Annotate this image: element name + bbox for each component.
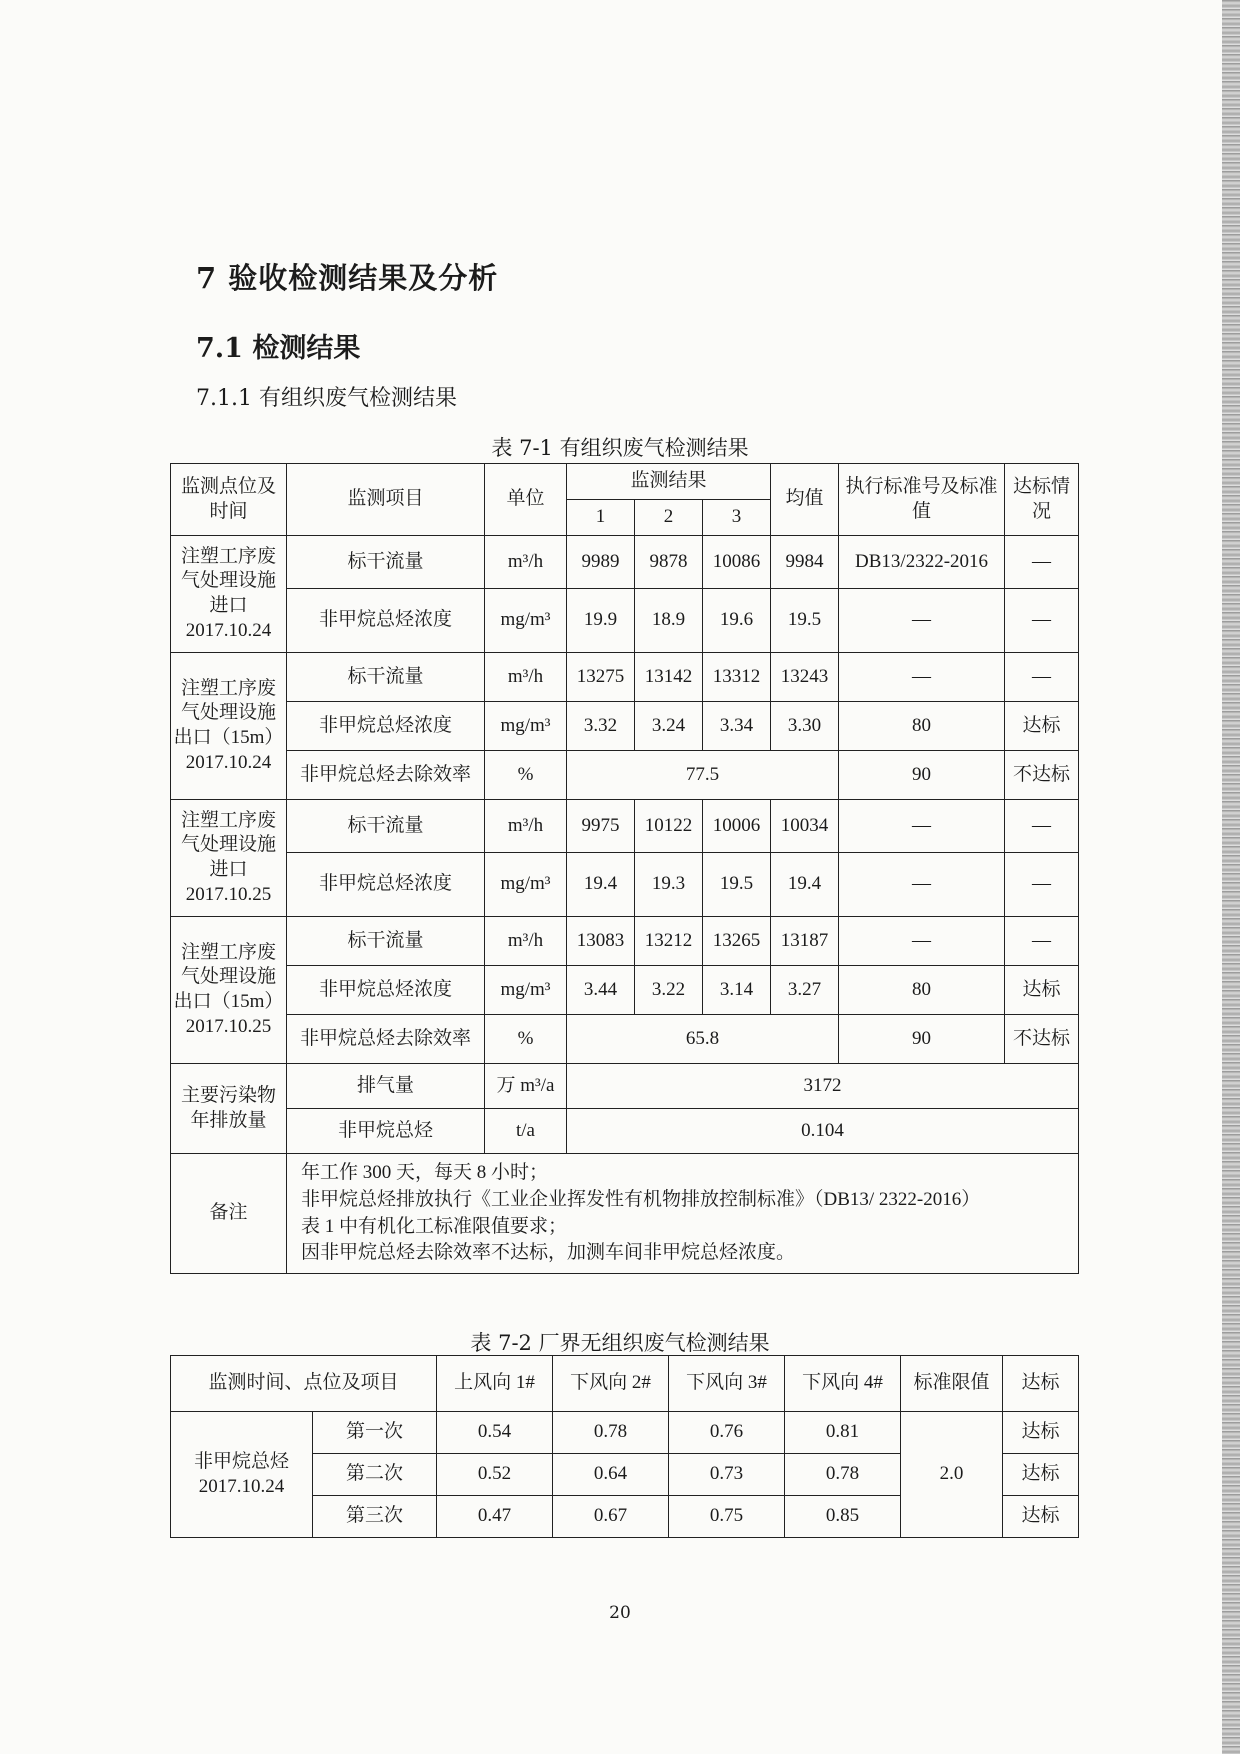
value-cell: 0.75 bbox=[669, 1496, 785, 1538]
mean-cell: 13187 bbox=[771, 917, 839, 966]
item-cell: 标干流量 bbox=[287, 653, 485, 702]
mean-cell: 19.5 bbox=[771, 589, 839, 653]
point-cell: 注塑工序废气处理设施进口2017.10.24 bbox=[171, 536, 287, 653]
scan-edge bbox=[1222, 0, 1240, 1754]
status-cell: — bbox=[1005, 536, 1079, 589]
table-row bbox=[171, 702, 1079, 751]
value-cell: 9878 bbox=[635, 536, 703, 589]
time-cell: 第三次 bbox=[313, 1496, 437, 1538]
unit-cell: m³/h bbox=[485, 800, 567, 853]
value-cell: 19.9 bbox=[567, 589, 635, 653]
unit-cell: m³/h bbox=[485, 536, 567, 589]
item-cell: 非甲烷总烃浓度 bbox=[287, 966, 485, 1015]
status-cell: 达标 bbox=[1005, 966, 1079, 1015]
table2-caption: 表 7-2 厂界无组织废气检测结果 bbox=[470, 1331, 770, 1355]
mean-cell: 3.27 bbox=[771, 966, 839, 1015]
item-cell: 非甲烷总烃去除效率 bbox=[287, 1015, 485, 1064]
unit-cell: mg/m³ bbox=[485, 589, 567, 653]
table-row bbox=[171, 853, 1079, 917]
unit-cell: m³/h bbox=[485, 917, 567, 966]
notes-label: 备注 bbox=[171, 1154, 287, 1274]
header-item: 监测项目 bbox=[287, 464, 485, 536]
item-cell: 非甲烷总烃浓度 bbox=[287, 589, 485, 653]
item-cell: 非甲烷总烃浓度 bbox=[287, 702, 485, 751]
value-cell: 0.67 bbox=[553, 1496, 669, 1538]
header-down3: 下风向 3# bbox=[669, 1356, 785, 1412]
point-cell: 注塑工序废气处理设施进口2017.10.25 bbox=[171, 800, 287, 917]
status-cell: 不达标 bbox=[1005, 751, 1079, 800]
standard-cell: — bbox=[839, 653, 1005, 702]
value-cell: 19.3 bbox=[635, 853, 703, 917]
annual-value-cell: 3172 bbox=[567, 1064, 1079, 1109]
mean-cell: 10034 bbox=[771, 800, 839, 853]
value-cell: 13142 bbox=[635, 653, 703, 702]
value-cell: 3.32 bbox=[567, 702, 635, 751]
value-cell: 0.78 bbox=[785, 1454, 901, 1496]
value-cell: 9989 bbox=[567, 536, 635, 589]
table-row bbox=[171, 1109, 1079, 1154]
header-item: 监测时间、点位及项目 bbox=[171, 1356, 437, 1412]
value-cell: 0.76 bbox=[669, 1412, 785, 1454]
value-cell: 3.22 bbox=[635, 966, 703, 1015]
annual-value-cell: 0.104 bbox=[567, 1109, 1079, 1154]
header-mean: 均值 bbox=[771, 464, 839, 536]
value-cell: 0.85 bbox=[785, 1496, 901, 1538]
item-cell: 非甲烷总烃浓度 bbox=[287, 853, 485, 917]
note-line: 非甲烷总烃排放执行《工业企业挥发性有机物排放控制标准》（DB13/ 2322-2016） bbox=[301, 1188, 981, 1210]
table-row bbox=[171, 917, 1079, 966]
header-point-time: 监测点位及时间 bbox=[171, 464, 287, 536]
standard-cell: 90 bbox=[839, 751, 1005, 800]
item-cell: 标干流量 bbox=[287, 800, 485, 853]
value-cell: 0.54 bbox=[437, 1412, 553, 1454]
header-r2: 2 bbox=[635, 500, 703, 536]
header-down4: 下风向 4# bbox=[785, 1356, 901, 1412]
standard-cell: — bbox=[839, 917, 1005, 966]
merged-value-cell: 77.5 bbox=[567, 751, 839, 800]
notes-row bbox=[171, 1154, 1079, 1274]
value-cell: 10086 bbox=[703, 536, 771, 589]
status-cell: 不达标 bbox=[1005, 1015, 1079, 1064]
unit-cell: 万 m³/a bbox=[485, 1064, 567, 1109]
standard-cell: 90 bbox=[839, 1015, 1005, 1064]
standard-cell: — bbox=[839, 853, 1005, 917]
page-number: 20 bbox=[609, 1603, 631, 1623]
value-cell: 13265 bbox=[703, 917, 771, 966]
note-line: 表 1 中有机化工标准限值要求； bbox=[301, 1215, 568, 1237]
unit-cell: m³/h bbox=[485, 653, 567, 702]
standard-cell: 80 bbox=[839, 966, 1005, 1015]
header-status: 达标 bbox=[1003, 1356, 1079, 1412]
header-results: 监测结果 bbox=[567, 464, 771, 500]
notes-text bbox=[287, 1154, 1079, 1274]
fugitive-emission-table bbox=[170, 1355, 1079, 1538]
header-compliance: 达标情况 bbox=[1005, 464, 1079, 536]
status-cell: — bbox=[1005, 917, 1079, 966]
table-row bbox=[171, 800, 1079, 853]
mean-cell: 9984 bbox=[771, 536, 839, 589]
value-cell: 3.44 bbox=[567, 966, 635, 1015]
group-cell: 非甲烷总烃2017.10.24 bbox=[171, 1412, 313, 1538]
table-row bbox=[171, 751, 1079, 800]
table-row bbox=[171, 1412, 1079, 1454]
value-cell: 0.81 bbox=[785, 1412, 901, 1454]
time-cell: 第一次 bbox=[313, 1412, 437, 1454]
subsection-title: 7.1.1 有组织废气检测结果 bbox=[196, 386, 457, 411]
header-standard: 执行标准号及标准值 bbox=[839, 464, 1005, 536]
value-cell: 0.78 bbox=[553, 1412, 669, 1454]
unit-cell: mg/m³ bbox=[485, 702, 567, 751]
status-cell: — bbox=[1005, 653, 1079, 702]
header-down2: 下风向 2# bbox=[553, 1356, 669, 1412]
status-cell: — bbox=[1005, 800, 1079, 853]
item-cell: 非甲烷总烃去除效率 bbox=[287, 751, 485, 800]
table-row bbox=[171, 536, 1079, 589]
table-row bbox=[171, 966, 1079, 1015]
unit-cell: mg/m³ bbox=[485, 966, 567, 1015]
table-row bbox=[171, 653, 1079, 702]
header-limit: 标准限值 bbox=[901, 1356, 1003, 1412]
value-cell: 19.5 bbox=[703, 853, 771, 917]
table-row bbox=[171, 1064, 1079, 1109]
value-cell: 19.4 bbox=[567, 853, 635, 917]
value-cell: 18.9 bbox=[635, 589, 703, 653]
value-cell: 3.24 bbox=[635, 702, 703, 751]
note-line: 因非甲烷总烃去除效率不达标，加测车间非甲烷总烃浓度。 bbox=[301, 1242, 796, 1264]
annual-point-cell: 主要污染物年排放量 bbox=[171, 1064, 287, 1154]
header-r3: 3 bbox=[703, 500, 771, 536]
table-row bbox=[171, 1015, 1079, 1064]
value-cell: 0.64 bbox=[553, 1454, 669, 1496]
value-cell: 13275 bbox=[567, 653, 635, 702]
table-row bbox=[171, 589, 1079, 653]
item-cell: 标干流量 bbox=[287, 917, 485, 966]
point-cell: 注塑工序废气处理设施出口（15m）2017.10.24 bbox=[171, 653, 287, 800]
status-cell: — bbox=[1005, 853, 1079, 917]
status-cell: 达标 bbox=[1003, 1412, 1079, 1454]
value-cell: 10006 bbox=[703, 800, 771, 853]
item-cell: 非甲烷总烃 bbox=[287, 1109, 485, 1154]
value-cell: 10122 bbox=[635, 800, 703, 853]
time-cell: 第二次 bbox=[313, 1454, 437, 1496]
unit-cell: t/a bbox=[485, 1109, 567, 1154]
value-cell: 13312 bbox=[703, 653, 771, 702]
header-r1: 1 bbox=[567, 500, 635, 536]
unit-cell: % bbox=[485, 751, 567, 800]
merged-value-cell: 65.8 bbox=[567, 1015, 839, 1064]
value-cell: 13083 bbox=[567, 917, 635, 966]
standard-cell: 80 bbox=[839, 702, 1005, 751]
standard-cell: — bbox=[839, 589, 1005, 653]
status-cell: 达标 bbox=[1003, 1496, 1079, 1538]
note-line: 年工作 300 天，每天 8 小时； bbox=[301, 1162, 549, 1184]
value-cell: 3.14 bbox=[703, 966, 771, 1015]
standard-cell: — bbox=[839, 800, 1005, 853]
organized-emission-table bbox=[170, 463, 1079, 1274]
value-cell: 9975 bbox=[567, 800, 635, 853]
value-cell: 13212 bbox=[635, 917, 703, 966]
chapter-title: 7 验收检测结果及分析 bbox=[196, 261, 499, 295]
mean-cell: 3.30 bbox=[771, 702, 839, 751]
header-unit: 单位 bbox=[485, 464, 567, 536]
unit-cell: mg/m³ bbox=[485, 853, 567, 917]
value-cell: 0.73 bbox=[669, 1454, 785, 1496]
standard-cell: DB13/2322-2016 bbox=[839, 536, 1005, 589]
header-up1: 上风向 1# bbox=[437, 1356, 553, 1412]
table1-caption: 表 7-1 有组织废气检测结果 bbox=[491, 436, 749, 460]
section-title: 7.1 检测结果 bbox=[196, 333, 361, 364]
value-cell: 0.47 bbox=[437, 1496, 553, 1538]
limit-cell: 2.0 bbox=[901, 1412, 1003, 1538]
value-cell: 0.52 bbox=[437, 1454, 553, 1496]
mean-cell: 19.4 bbox=[771, 853, 839, 917]
item-cell: 标干流量 bbox=[287, 536, 485, 589]
status-cell: 达标 bbox=[1005, 702, 1079, 751]
status-cell: — bbox=[1005, 589, 1079, 653]
unit-cell: % bbox=[485, 1015, 567, 1064]
value-cell: 19.6 bbox=[703, 589, 771, 653]
item-cell: 排气量 bbox=[287, 1064, 485, 1109]
mean-cell: 13243 bbox=[771, 653, 839, 702]
point-cell: 注塑工序废气处理设施出口（15m）2017.10.25 bbox=[171, 917, 287, 1064]
value-cell: 3.34 bbox=[703, 702, 771, 751]
status-cell: 达标 bbox=[1003, 1454, 1079, 1496]
